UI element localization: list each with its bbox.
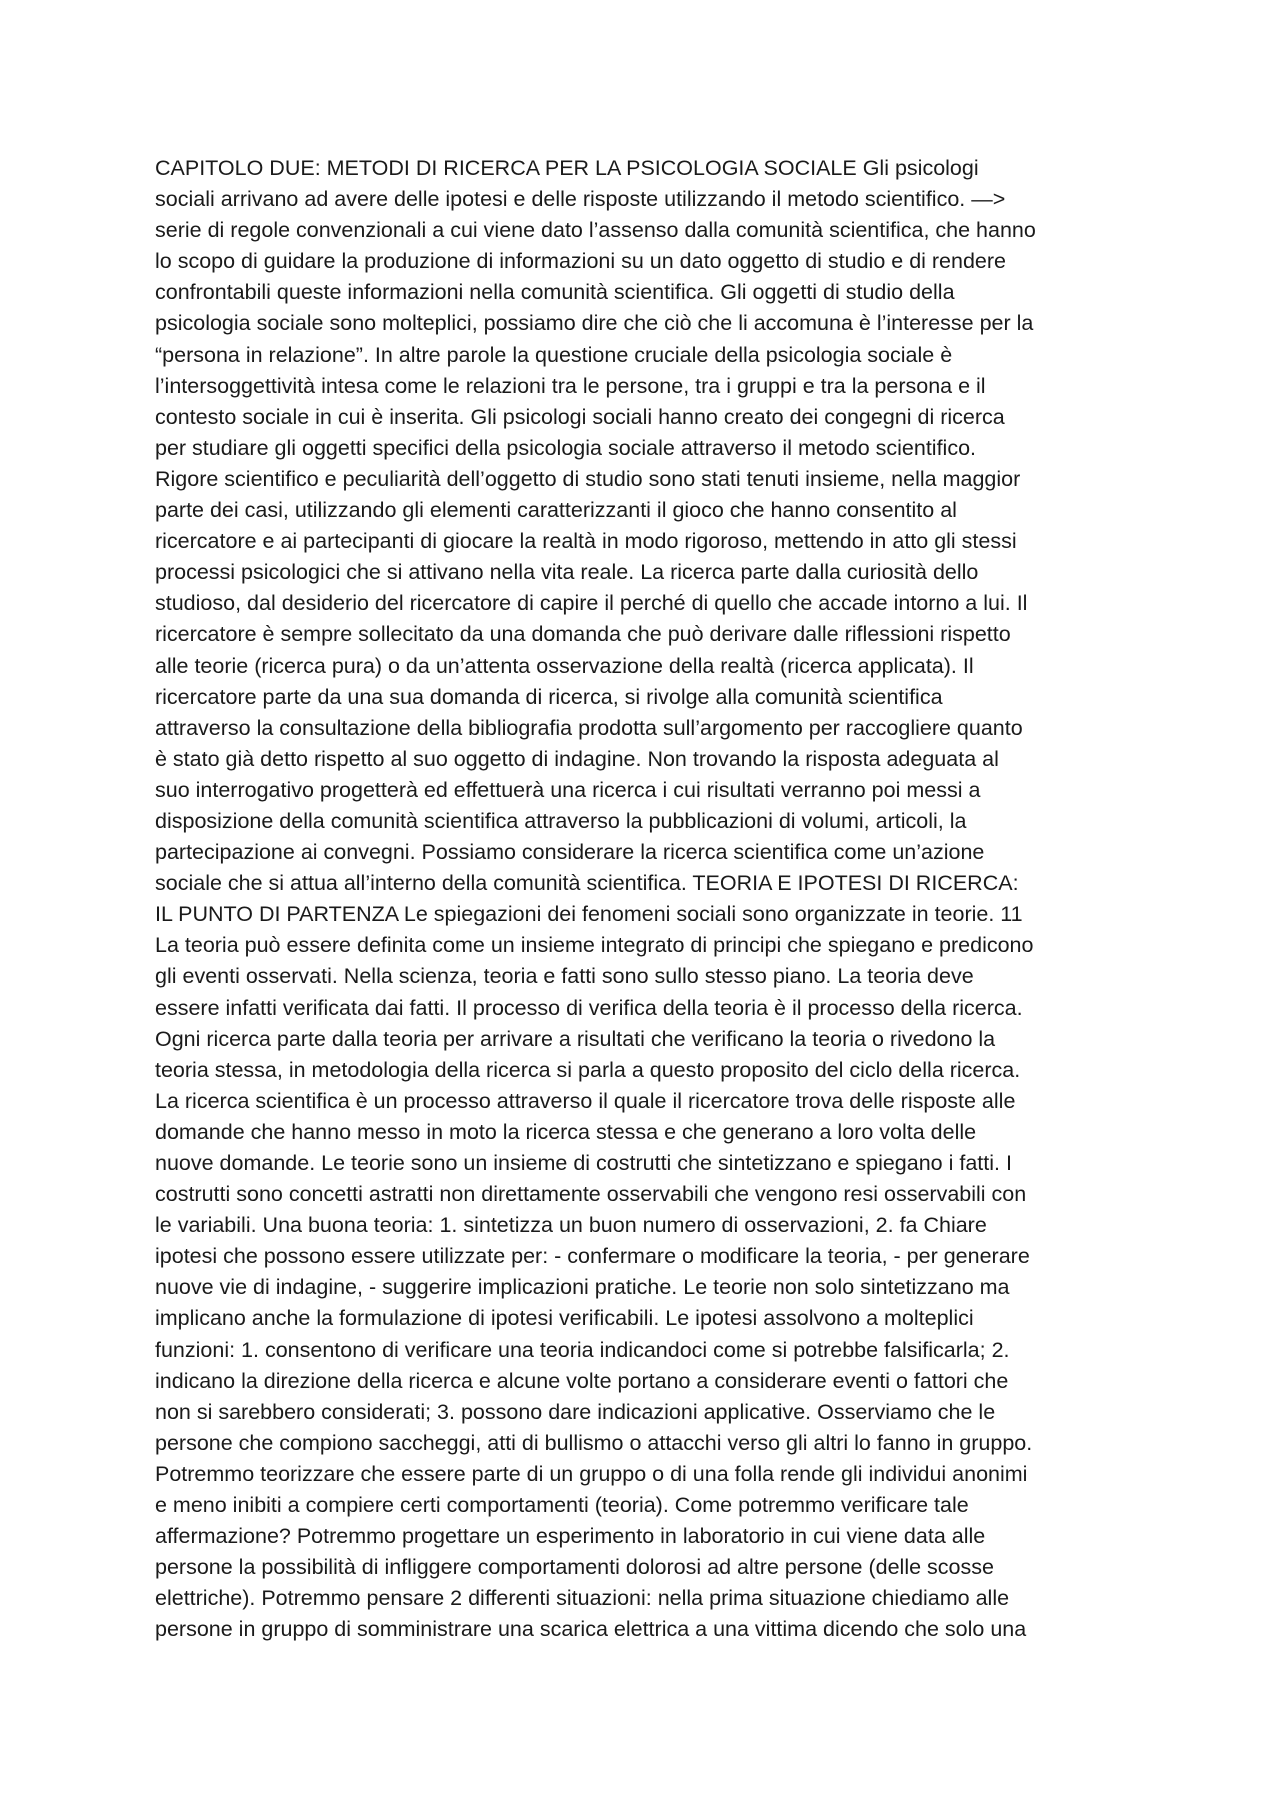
text-line: sociali arrivano ad avere delle ipotesi e delle risposte utilizzando il metodo scientifico. —> [155, 187, 1006, 212]
text-line: persone che compiono saccheggi, atti di bullismo o attacchi verso gli altri lo fanno in gruppo. [155, 1430, 1033, 1455]
text-line: partecipazione ai convegni. Possiamo considerare la ricerca scientifica come un’azione [155, 840, 985, 865]
text-line: Potremmo teorizzare che essere parte di un gruppo o di una folla rende gli individui anonimi [155, 1461, 1028, 1486]
text-line: implicano anche la formulazione di ipotesi verificabili. Le ipotesi assolvono a molteplici [155, 1306, 974, 1331]
text-line: essere infatti verificata dai fatti. Il processo di verifica della teoria è il processo della ricerca. [155, 995, 1023, 1020]
text-line: domande che hanno messo in moto la ricerca stessa e che generano a loro volta delle [155, 1119, 977, 1144]
text-line: parte dei casi, utilizzando gli elementi caratterizzanti il gioco che hanno consentito al [155, 498, 957, 523]
text-line: La ricerca scientifica è un processo attraverso il quale il ricercatore trova delle risposte alle [155, 1088, 1016, 1113]
text-line: alle teorie (ricerca pura) o da un’attenta osservazione della realtà (ricerca applicata). Il [155, 653, 974, 678]
text-line: ricercatore e ai partecipanti di giocare la realtà in modo rigoroso, mettendo in atto gli stessi [155, 529, 1017, 554]
text-line: persone in gruppo di somministrare una scarica elettrica a una vittima dicendo che solo una [155, 1617, 1027, 1642]
text-line: “persona in relazione”. In altre parole la questione cruciale della psicologia sociale è [155, 342, 953, 367]
text-line: sociale che si attua all’interno della comunità scientifica. TEORIA E IPOTESI DI RICERCA: [155, 871, 1019, 896]
text-line: ricercatore parte da una sua domanda di ricerca, si rivolge alla comunità scientifica [155, 684, 943, 709]
text-line: elettriche). Potremmo pensare 2 differenti situazioni: nella prima situazione chiediamo alle [155, 1586, 1010, 1611]
text-line: l’intersoggettività intesa come le relazioni tra le persone, tra i gruppi e tra la persona e il [155, 373, 986, 398]
text-line: disposizione della comunità scientifica attraverso la pubblicazioni di volumi, articoli, la [155, 808, 967, 833]
text-line: CAPITOLO DUE: METODI DI RICERCA PER LA PSICOLOGIA SOCIALE Gli psicologi [155, 156, 979, 180]
text-line: attraverso la consultazione della bibliografia prodotta sull’argomento per raccogliere quanto [155, 715, 1023, 740]
text-line: nuove vie di indagine, - suggerire implicazioni pratiche. Le teorie non solo sintetizzano ma [155, 1275, 1010, 1300]
text-line: studioso, dal desiderio del ricercatore di capire il perché di quello che accade intorno a lui. Il [155, 591, 1028, 616]
text-line: ipotesi che possono essere utilizzate per: - confermare o modificare la teoria, - per generare [155, 1244, 1030, 1269]
text-line: affermazione? Potremmo progettare un esperimento in laboratorio in cui viene data alle [155, 1524, 986, 1549]
text-line: gli eventi osservati. Nella scienza, teoria e fatti sono sullo stesso piano. La teoria deve [155, 964, 974, 989]
text-line: processi psicologici che si attivano nella vita reale. La ricerca parte dalla curiosità dello [155, 560, 979, 585]
text-line: suo interrogativo progetterà ed effettuerà una ricerca i cui risultati verranno poi messi a [155, 777, 981, 802]
text-line: lo scopo di guidare la produzione di informazioni su un dato oggetto di studio e di rendere [155, 249, 1007, 274]
text-line: non si sarebbero considerati; 3. possono dare indicazioni applicative. Osserviamo che le [155, 1399, 996, 1424]
text-line: le variabili. Una buona teoria: 1. sintetizza un buon numero di osservazioni, 2. fa Chiare [155, 1213, 987, 1238]
text-line: ricercatore è sempre sollecitato da una domanda che può derivare dalle riflessioni rispetto [155, 622, 1011, 647]
text-line: per studiare gli oggetti specifici della psicologia sociale attraverso il metodo scientifico. [155, 435, 976, 460]
text-line: e meno inibiti a compiere certi comportamenti (teoria). Come potremmo verificare tale [155, 1493, 969, 1518]
text-line: funzioni: 1. consentono di verificare una teoria indicandoci come si potrebbe falsificarla; 2. [155, 1337, 1010, 1362]
text-line: nuove domande. Le teorie sono un insieme di costrutti che sintetizzano e spiegano i fatti. I [155, 1151, 1012, 1175]
text-line: psicologia sociale sono molteplici, possiamo dire che ciò che li accomuna è l’interesse per la [155, 311, 1034, 336]
text-line: costrutti sono concetti astratti non direttamente osservabili che vengono resi osservabili con [155, 1182, 1027, 1207]
text-line: IL PUNTO DI PARTENZA Le spiegazioni dei fenomeni sociali sono organizzate in teorie. 11 [155, 902, 1023, 927]
text-line: è stato già detto rispetto al suo oggetto di indagine. Non trovando la risposta adeguata al [155, 746, 999, 771]
text-line: serie di regole convenzionali a cui viene dato l’assenso dalla comunità scientifica, che hanno [155, 218, 1036, 243]
text-line: contesto sociale in cui è inserita. Gli psicologi sociali hanno creato dei congegni di ricerca [155, 404, 1005, 429]
text-line: persone la possibilità di infliggere comportamenti dolorosi ad altre persone (delle scosse [155, 1555, 994, 1580]
text-line: La teoria può essere definita come un insieme integrato di principi che spiegano e predicono [155, 933, 1034, 958]
text-line: confrontabili queste informazioni nella comunità scientifica. Gli oggetti di studio della [155, 280, 955, 305]
text-line: indicano la direzione della ricerca e alcune volte portano a considerare eventi o fattori che [155, 1368, 1009, 1393]
text-line: Rigore scientifico e peculiarità dell’oggetto di studio sono stati tenuti insieme, nella maggior [155, 466, 1021, 491]
text-line: teoria stessa, in metodologia della ricerca si parla a questo proposito del ciclo della ricerca. [155, 1057, 1021, 1082]
body-text [155, 153, 1165, 1646]
text-line: Ogni ricerca parte dalla teoria per arrivare a risultati che verificano la teoria o rivedono la [155, 1026, 996, 1051]
